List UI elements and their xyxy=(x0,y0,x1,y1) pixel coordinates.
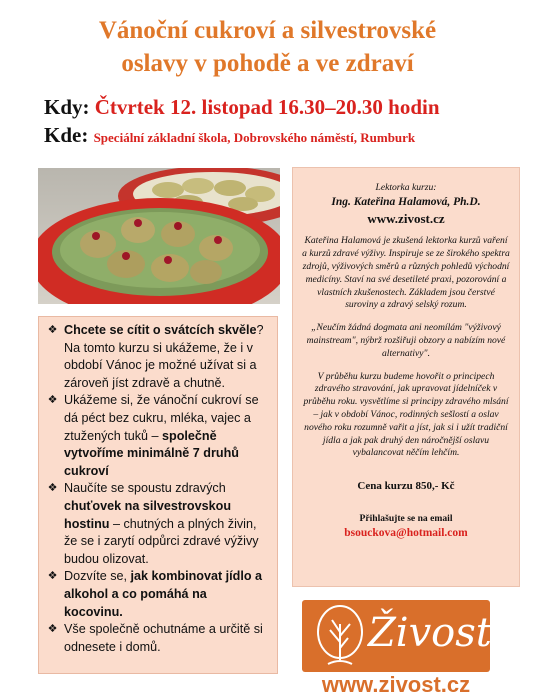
list-item xyxy=(45,392,269,480)
bullet-5-text: Vše společně ochutnáme a určitě si odnesete i domů. xyxy=(64,622,263,654)
when-value: Čtvrtek 12. listopad 16.30–20.30 hodin xyxy=(94,95,440,119)
bullet-3-bold: chuťovek na silvestrovskou hostinu xyxy=(64,498,232,531)
cookies-plate-image xyxy=(38,168,280,304)
list-item xyxy=(45,480,269,568)
list-item xyxy=(45,568,269,621)
lecturer-website: www.zivost.cz xyxy=(367,210,445,226)
lecturer-label: Lektorka kurzu: xyxy=(375,182,437,193)
course-description: V průběhu kurzu budeme hovořit o principech zdravého stravování, jak upravovat jídelníček v průběhu roku. vysvětlíme si principy zdravého mlsání – jak v období Vánoc, rodinných sešlostí a oslav nového roku rozumně vařit a jíst, jak si i užít tradiční jídla a jak pak druhý den náročnější oslavu vybalancovat něčím lehčím. xyxy=(303,370,509,459)
lecturer-bio: Kateřina Halamová je zkušená lektorka kurzů vaření a kurzů zdravé výživy. Inspiruje se ze širokého spektra zdrojů, výživových směrů a různých pohledů východní medicíny. Staví na své desetileté praxi, pozorování a vlastních zkušenostech. Základem jsou čerstvé suroviny a zdravý selský rozum. xyxy=(302,235,510,311)
diamond-bullet-icon: ❖ xyxy=(47,623,58,636)
title-line-1: Vánoční cukroví a silvestrovské xyxy=(98,17,437,44)
when-label: Kdy: xyxy=(44,95,90,119)
where-value: Speciální základní škola, Dobrovského náměstí, Rumburk xyxy=(93,130,416,145)
signup-email-link[interactable]: bsouckova@hotmail.com xyxy=(344,526,468,539)
cookies-photo xyxy=(38,168,280,304)
where-label: Kde: xyxy=(44,123,89,147)
signup-text: Přihlašujte se na email xyxy=(359,512,453,524)
title-line-2: oslavy v pohodě a ve zdraví xyxy=(121,50,414,77)
bullet-1-text: ? Na tomto kurzu si ukážeme, že i v období Vánoc je možné užívat si a zároveň jíst zdravě a chutně. xyxy=(64,323,264,390)
zivost-logo xyxy=(302,600,490,672)
logo-website[interactable]: www.zivost.cz xyxy=(321,672,471,697)
bullet-1-bold: Chcete se cítit o svátcích skvěle xyxy=(64,323,257,337)
lecturer-quote: „Neučím žádná dogmata ani neomílám "výživový mainstream", nýbrž rozšiřuji obzory a nabízím nové alternativy". xyxy=(306,322,506,359)
bullet-4-text: Dozvíte se, xyxy=(64,569,131,584)
lecturer-info-box xyxy=(292,167,520,587)
benefits-list xyxy=(45,322,269,656)
diamond-bullet-icon: ❖ xyxy=(47,394,58,407)
bullet-2-text: Ukážeme si, že vánoční cukroví se dá péct bez cukru, mléka, vajec a ztužených tuků – xyxy=(64,393,259,443)
course-benefits-box xyxy=(38,316,278,674)
lecturer-name: Ing. Kateřina Halamová, Ph.D. xyxy=(331,195,481,208)
bullet-2-bold: společně vytvoříme minimálně 7 druhů cukroví xyxy=(64,428,239,478)
bullet-3-text-a: Naučíte se spoustu zdravých xyxy=(64,481,226,496)
where-line xyxy=(44,123,415,148)
when-line xyxy=(44,95,440,120)
diamond-bullet-icon: ❖ xyxy=(47,324,58,336)
course-price: Cena kurzu 850,- Kč xyxy=(357,480,455,493)
bullet-4-bold: jak kombinovat jídlo a alkohol a co pomáhá na kocovinu. xyxy=(64,569,263,619)
diamond-bullet-icon: ❖ xyxy=(47,482,58,495)
list-item xyxy=(45,621,269,656)
list-item xyxy=(45,322,269,392)
diamond-bullet-icon: ❖ xyxy=(47,570,58,583)
page-title xyxy=(0,14,535,80)
bullet-3-text-b: – chutných a plných živin, že se i zarytí odpůrci zdravé výživy budou olizovat. xyxy=(64,516,259,566)
logo-text: Živost xyxy=(368,610,492,656)
tree-icon xyxy=(310,604,370,668)
